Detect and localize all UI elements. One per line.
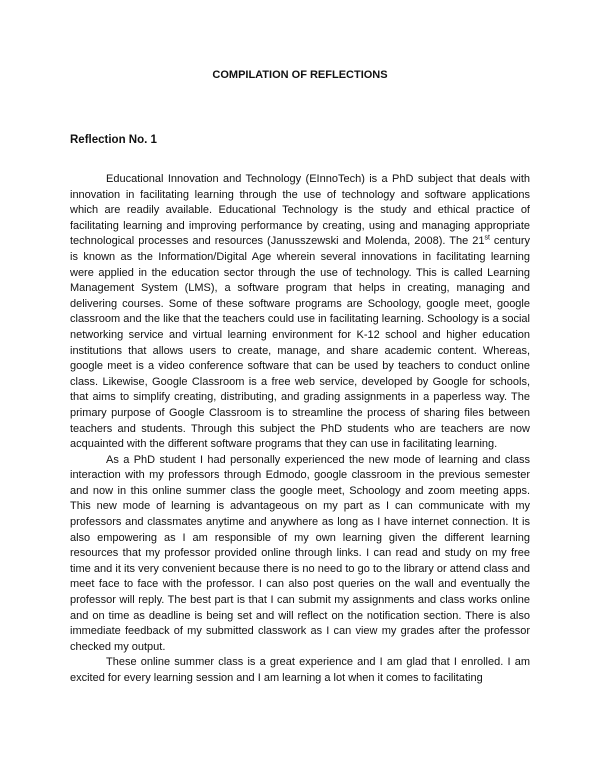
paragraph-1-part-b: century is known as the Information/Digital Age wherein several innovations in facilitating learning were applied in the education sector through the use of technology. This is called Learning Management System (LMS), a software program that helps in creating, managing and delivering courses. Some of these software programs are Schoology, google meet, google classroom and the like that the teachers could use in facilitating learning. Schoology is a social networking service and virtual learning environment for K-12 school and higher education institutions that allows users to create, manage, and share academic content. Whereas, google meet is a video conference software that can be used by teachers to conduct online class. Likewise, Google Classroom is a free web service, developed by Google for schools, that aims to simplify creating, distributing, and grading assignments in a paperless way. The primary purpose of Google Classroom is to streamline the process of sharing files between teachers and students. Through this subject the PhD students who are teachers are now acquainted with the different software programs that they can use in facilitating learning. xyxy=(70,235,530,451)
paragraph-2: As a PhD student I had personally experienced the new mode of learning and class interaction with my professors through Edmodo, google classroom in the previous semester and now in this online summer class the google meet, Schoology and zoom meeting apps. This new mode of learning is advantageous on my part as I can communicate with my professors and classmates anytime and anywhere as long as I have internet connection. It is also empowering as I am responsible of my own learning given the different learning resources that my professor provided online through links. I can read and study on my free time and it its very convenient because there is no need to go to the library or attend class and meet face to face with the professor. I can also post queries on the wall and eventually the professor will reply. The best part is that I can submit my assignments and class works online and on time as deadline is being set and will reflect on the notification section. There is also immediate feedback of my submitted classwork as I can view my grades after the professor checked my output. xyxy=(70,453,530,653)
superscript-st: st xyxy=(484,234,490,242)
paragraph-1-part-a: Educational Innovation and Technology (EInnoTech) is a PhD subject that deals with innovation in facilitating learning through the use of technology and software applications which are readily available. Educational Technology is the study and ethical practice of facilitating learning and improving performance by creating, using and managing appropriate technological processes and resources (Janusszewski and Molenda, 2008). The 21 xyxy=(70,173,530,248)
reflection-heading: Reflection No. 1 xyxy=(70,134,157,146)
paragraph-3: These online summer class is a great experience and I am glad that I enrolled. I am excited for every learning session and I am learning a lot when it comes to facilitating xyxy=(70,656,530,684)
document-title: COMPILATION OF REFLECTIONS xyxy=(212,69,388,81)
paragraph-1 xyxy=(70,172,530,453)
document-body xyxy=(70,172,530,687)
